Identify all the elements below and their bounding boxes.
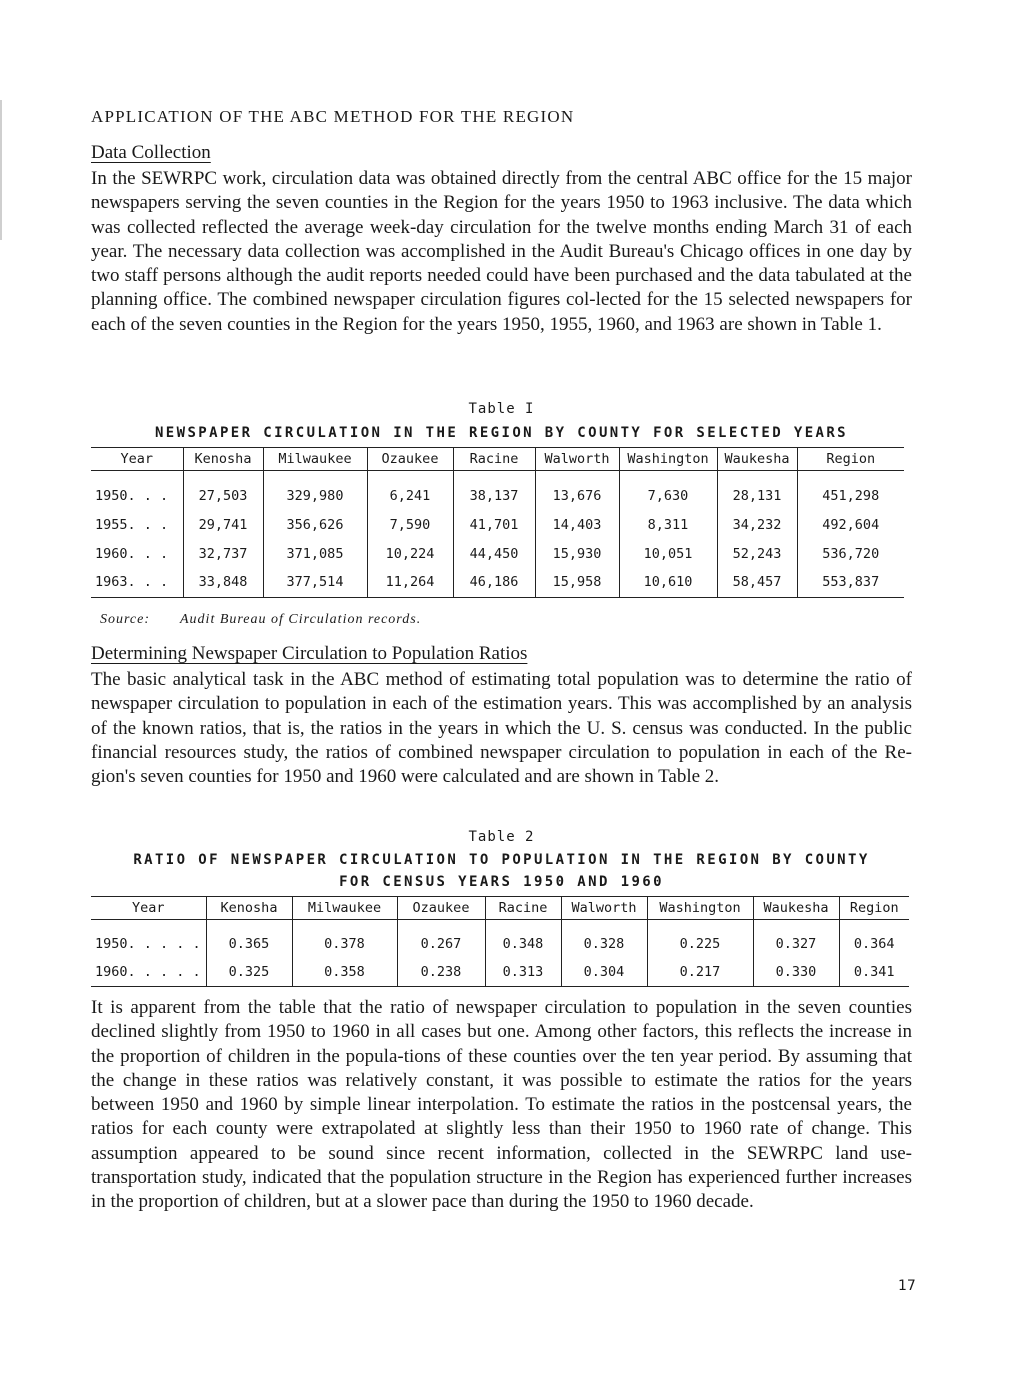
table-cell: 0.327 [753, 930, 839, 958]
table2-col-header: Milwaukee [292, 897, 397, 920]
table-row [91, 539, 904, 568]
table-cell: 15,930 [535, 539, 619, 568]
table-cell: 34,232 [717, 510, 797, 539]
table-cell: 8,311 [619, 510, 717, 539]
table2-col-header: Year [91, 897, 206, 920]
table-cell: 0.330 [753, 958, 839, 986]
table-cell: 1960. . . . . [91, 958, 206, 986]
table-cell: 10,610 [619, 568, 717, 597]
table1-col-header: Year [91, 448, 183, 471]
table-cell: 0.304 [561, 958, 647, 986]
table-cell: 0.348 [485, 930, 561, 958]
table-cell: 44,450 [453, 539, 535, 568]
table-row [91, 568, 904, 597]
table1-col-header: Kenosha [183, 448, 263, 471]
ratios-heading: Determining Newspaper Circulation to Population Ratios [91, 643, 528, 664]
table-cell: 13,676 [535, 481, 619, 510]
table-cell: 29,741 [183, 510, 263, 539]
table-cell: 377,514 [263, 568, 367, 597]
table2-col-header: Waukesha [753, 897, 839, 920]
table-cell: 7,630 [619, 481, 717, 510]
table1-col-header: Waukesha [717, 448, 797, 471]
section-title: APPLICATION OF THE ABC METHOD FOR THE REGION [91, 107, 575, 126]
data-collection-heading: Data Collection [91, 142, 211, 163]
table2-col-header: Racine [485, 897, 561, 920]
table-cell: 14,403 [535, 510, 619, 539]
table-cell: 1950. . . [95, 487, 169, 504]
conclusion-paragraph: It is apparent from the table that the ratio of newspaper circulation to population in the seven counties declined slightly from 1950 to 1960 in all cases but one. Among other factors, this reflects the increase in the proportion of children in the popula-tions of these counties over the ten year period. By assuming that the change in these ratios was relatively constant, it was possible to estimate the ratios for the years between 1950 and 1960 by simple linear interpolation. To estimate the ratios in the postcensal years, the ratios for each county were extrapolated at slightly less than their 1950 to 1960 rate of change. This assumption appeared to be sound since recent information, collected in the SEWRPC land use-transportation study, indicated that the population structure in the Region has experienced further increases in the proportion of children, but at a slower pace than during the 1950 to 1960 decade. [91, 997, 912, 1213]
table-cell: 1950. . . . . [95, 936, 201, 952]
table-cell: 10,224 [367, 539, 453, 568]
source-label: Source: [100, 612, 151, 627]
table-cell: 0.238 [397, 958, 485, 986]
table-cell: 0.217 [647, 958, 753, 986]
table-row [91, 930, 909, 958]
table1-label: Table I [468, 401, 535, 417]
ratios-paragraph: The basic analytical task in the ABC method of estimating total population was to determine the ratio of newspaper circulation to population in each of the estimation years. This was accomplished by an analysis of the known ratios, that is, the ratios in the years in which the U. S. census was conducted. In the public financial resources study, the ratios of combined newspaper circulation to population in each of the Re-gion's seven counties for 1950 and 1960 were calculated and are shown in Table 2. [91, 669, 912, 788]
table-cell: 0.328 [561, 930, 647, 958]
table-cell: 33,848 [183, 568, 263, 597]
table-cell: 1963. . . [91, 568, 183, 597]
table-row [91, 481, 904, 510]
table2-col-header: Ozaukee [397, 897, 485, 920]
table-cell: 0.364 [839, 930, 909, 958]
table1-col-header: Milwaukee [263, 448, 367, 471]
table-row [91, 958, 909, 986]
table2-col-header: Region [839, 897, 909, 920]
table1-source-note [100, 612, 421, 628]
table-cell: 0.341 [839, 958, 909, 986]
table2-header-row [91, 897, 909, 920]
table1-col-header: Walworth [535, 448, 619, 471]
table1-col-header: Ozaukee [367, 448, 453, 471]
table1-title: NEWSPAPER CIRCULATION IN THE REGION BY COUNTY FOR SELECTED YEARS [154, 425, 849, 441]
table-cell: 492,604 [797, 510, 904, 539]
table2-circulation-ratio [91, 896, 909, 987]
table-row [91, 510, 904, 539]
table-cell: 28,131 [717, 481, 797, 510]
table2-title-line1: RATIO OF NEWSPAPER CIRCULATION TO POPULATION IN THE REGION BY COUNTY [133, 852, 870, 868]
table-cell: 32,737 [183, 539, 263, 568]
scan-edge [0, 100, 2, 240]
table-cell: 553,837 [797, 568, 904, 597]
table2-col-header: Washington [647, 897, 753, 920]
table-cell: 6,241 [367, 481, 453, 510]
table1-header-row [91, 448, 904, 471]
table-cell: 11,264 [367, 568, 453, 597]
table2-col-header: Kenosha [206, 897, 292, 920]
table-cell: 10,051 [619, 539, 717, 568]
table-cell: 7,590 [367, 510, 453, 539]
table1-col-header: Washington [619, 448, 717, 471]
table-cell: 0.267 [397, 930, 485, 958]
data-collection-paragraph: In the SEWRPC work, circulation data was obtained directly from the central ABC office for the 15 major newspapers serving the seven counties in the Region for the years 1950 to 1963 inclusive. The data which was collected reflected the average week-day circulation for the twelve months ending March 31 of each year. The necessary data collection was accomplished in the Audit Bureau's Chicago offices in one day by two staff persons although the audit reports needed could have been purchased and the data tabulated at the planning office. The combined newspaper circulation figures col-lected for the 15 selected newspapers for each of the seven counties in the Region for the years 1950, 1955, 1960, and 1963 are shown in Table 1. [91, 168, 912, 335]
table2-col-header: Walworth [561, 897, 647, 920]
table-cell: 27,503 [183, 481, 263, 510]
table2-title-line2: FOR CENSUS YEARS 1950 AND 1960 [339, 874, 664, 890]
table-cell: 451,298 [797, 481, 904, 510]
table-cell: 0.378 [292, 930, 397, 958]
table-cell: 0.365 [206, 930, 292, 958]
table-cell: 536,720 [797, 539, 904, 568]
table-cell: 41,701 [453, 510, 535, 539]
table1-col-header: Racine [453, 448, 535, 471]
table-cell: 356,626 [263, 510, 367, 539]
table-cell: 58,457 [717, 568, 797, 597]
table-cell: 38,137 [453, 481, 535, 510]
table-cell: 46,186 [453, 568, 535, 597]
table-cell: 371,085 [263, 539, 367, 568]
table2-label: Table 2 [468, 829, 535, 845]
table-cell: 329,980 [263, 481, 367, 510]
table-cell: 0.313 [485, 958, 561, 986]
table-cell: 52,243 [717, 539, 797, 568]
source-text: Audit Bureau of Circulation records. [180, 612, 422, 627]
table1-newspaper-circulation [91, 447, 904, 598]
table1-col-header: Region [797, 448, 904, 471]
table-cell: 0.225 [647, 930, 753, 958]
table-cell: 1955. . . [95, 516, 169, 533]
table-cell: 0.358 [292, 958, 397, 986]
table-cell: 1960. . . [95, 545, 169, 562]
page-number: 17 [898, 1278, 916, 1294]
table-cell: 0.325 [206, 958, 292, 986]
table-cell: 15,958 [535, 568, 619, 597]
